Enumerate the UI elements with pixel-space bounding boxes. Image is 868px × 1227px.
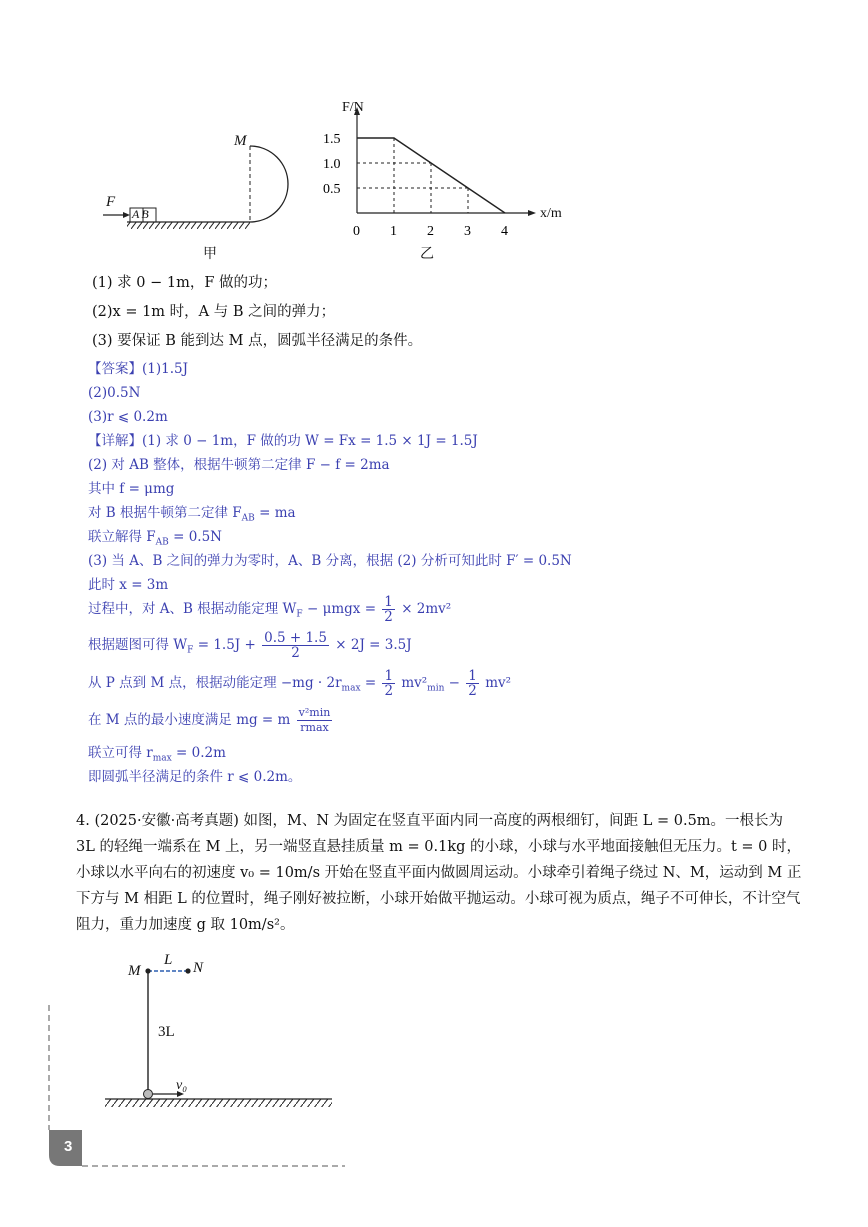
detail-line-6: (3) 当 A、B 之间的弹力为零时，A、B 分离，根据 (2) 分析可知此时 F′ = 0.5N bbox=[88, 553, 572, 569]
x-tick-label: 3 bbox=[464, 224, 471, 239]
fig4-label-v0: v₀ bbox=[176, 1078, 188, 1093]
page-corner-decoration bbox=[40, 1005, 360, 1175]
problem-4-text: 4. (2025·安徽·高考真题) 如图，M、N 为固定在竖直平面内同一高度的两根细钉，间距 L = 0.5m。一根长为 3L 的轻绳一端系在 M 上，另一端竖直悬挂质量 m = 0.1kg 的小球，小球与水平地面接触但无压力。t = 0 时，小球以水平向右的初速度 v₀ = 10m/s 开始在竖直平面内做圆周运动。小球牵引着绳子绕过 N、M，运动到 M 正下方与 M 相距 L 的位置时，绳子刚好被拉断，小球开始做平抛运动。小球可视为质点，绳子不可伸长，不计空气阻力，重力加速度 g 取 10m/s²。 bbox=[76, 813, 802, 933]
answer-head: 【答案】(1)1.5J bbox=[88, 361, 189, 377]
detail-line-3: 其中 f = μmg bbox=[88, 481, 175, 497]
figure-jia bbox=[95, 125, 305, 265]
fig-jia-label-f: F bbox=[106, 194, 116, 210]
fig-jia-caption: 甲 bbox=[203, 246, 217, 262]
page-number: 3 bbox=[64, 1138, 73, 1155]
fig-jia-label-m: M bbox=[234, 133, 247, 149]
detail-line-1: 【详解】(1) 求 0 − 1m，F 做的功 W = Fx = 1.5 × 1J = 1.5J bbox=[88, 433, 478, 449]
answer-2: (2)0.5N bbox=[88, 385, 141, 401]
y-tick-label: 0.5 bbox=[323, 182, 341, 197]
detail-line-12: 联立可得 $r_{max} = 0.2m$ bbox=[88, 745, 226, 764]
x-tick-label: 2 bbox=[427, 224, 434, 239]
y-tick-label: 1.5 bbox=[323, 132, 341, 147]
fig-jia-block-label: AB bbox=[132, 207, 151, 221]
detail-line-10: 从 P 点到 M 点，根据动能定理 $-mg \cdot 2r_{max}$ = $\frac{1}{2}$ $mv^2_{min}$ − $\frac{1}{2}$ mv² bbox=[88, 668, 512, 699]
figure-yi-chart bbox=[315, 95, 575, 265]
detail-line-4: 对 B 根据牛顿第二定律 $F_{AB}$ = ma bbox=[88, 505, 296, 524]
fig-yi-caption: 乙 bbox=[420, 246, 434, 262]
detail-line-8: 过程中，对 A、B 根据动能定理 $W_F - \mu mgx$ = $\frac{1}{2}$ × 2mv² bbox=[88, 594, 452, 625]
detail-line-9: 根据题图可得 $W_F = 1.5J$ + $\frac{0.5 + 1.5}{2}$ × 2J = 3.5J bbox=[88, 630, 412, 661]
x-tick-label: 0 bbox=[353, 224, 360, 239]
detail-line-11: 在 M 点的最小速度满足 mg = m $\frac{\text{v²min}}{rmax}$ bbox=[88, 706, 331, 734]
fig4-label-l: L bbox=[164, 952, 173, 968]
fig4-label-3l: 3L bbox=[158, 1024, 175, 1040]
chart-xlabel: x/m bbox=[540, 206, 562, 221]
x-tick-label: 1 bbox=[390, 224, 397, 239]
question-1: (1) 求 0 − 1m，F 做的功； bbox=[92, 275, 277, 291]
x-tick-label: 4 bbox=[501, 224, 508, 239]
question-3: (3) 要保证 B 能到达 M 点，圆弧半径满足的条件。 bbox=[92, 333, 423, 349]
detail-line-2: (2) 对 AB 整体，根据牛顿第二定律 F − f = 2ma bbox=[88, 457, 390, 473]
fig4-label-m: M bbox=[128, 963, 141, 979]
detail-line-5: 联立解得 $F_{AB} = 0.5N$ bbox=[88, 529, 222, 548]
fig4-label-n: N bbox=[193, 960, 204, 976]
y-tick-label: 1.0 bbox=[323, 157, 341, 172]
detail-line-13: 即圆弧半径满足的条件 r ⩽ 0.2m。 bbox=[88, 769, 302, 785]
question-2: (2)x = 1m 时，A 与 B 之间的弹力； bbox=[92, 304, 336, 320]
chart-ylabel: F/N bbox=[342, 100, 364, 115]
detail-line-7: 此时 x = 3m bbox=[88, 577, 169, 593]
answer-3: (3)r ⩽ 0.2m bbox=[88, 409, 168, 425]
